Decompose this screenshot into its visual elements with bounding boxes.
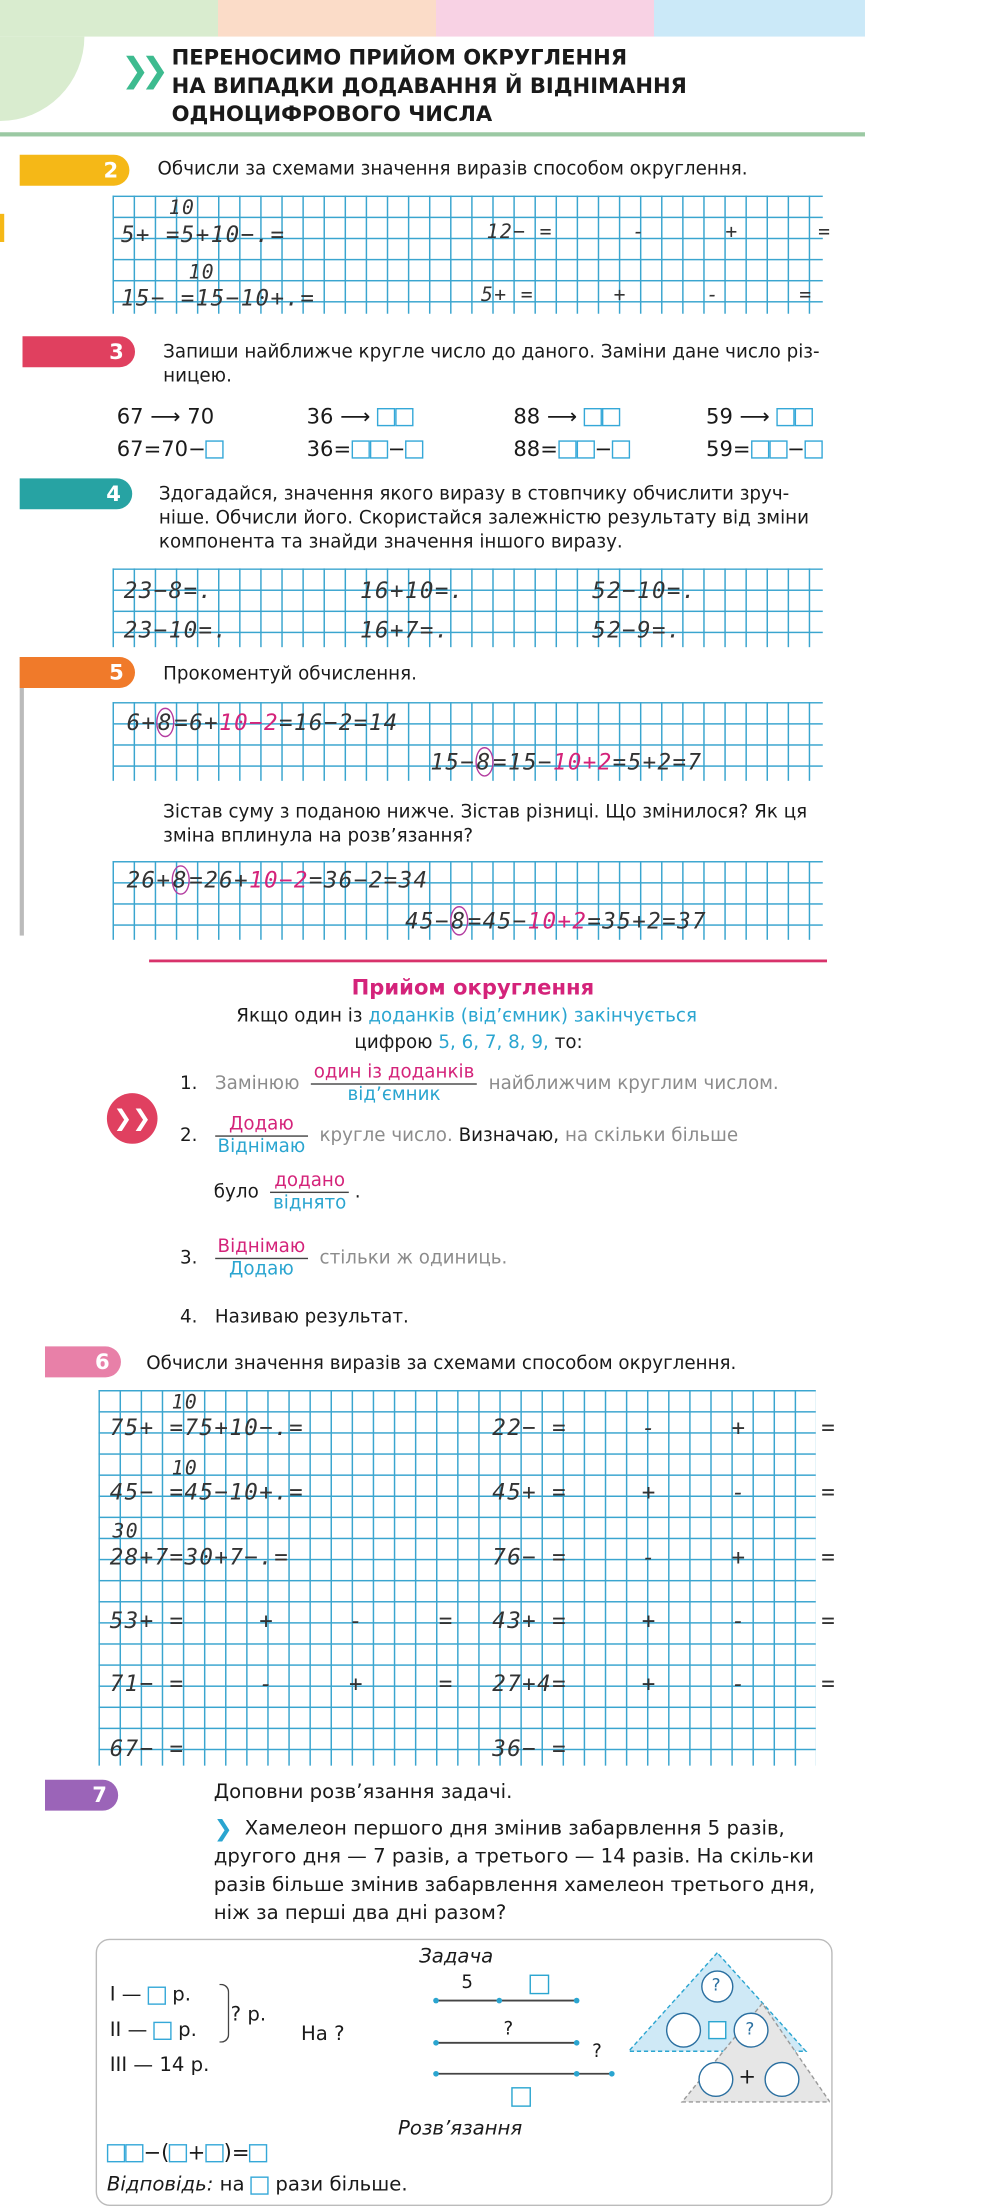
- triangle-diagram: [626, 1950, 830, 2105]
- expr-right: 36− =: [492, 1734, 568, 1762]
- problem-text: Хамелеон першого дня змінив забарвлення 5 разів, другого дня — 7 разів, а третього — 14 разів. На скіль-ки разів більше змінив забарвлення хамелеон третього дня, ніж за перші два дні разом?: [213, 1817, 816, 1925]
- expr: 16+7=.: [360, 616, 450, 643]
- tens-note: 30: [112, 1520, 140, 1544]
- rule-intro: Якщо один із доданків (від’ємник) закінчується: [236, 1005, 697, 1028]
- expr-left: 45− =45−10+.=: [109, 1478, 305, 1506]
- expr-left: 71− = - + =: [109, 1669, 454, 1697]
- rule-chevron-icon: ❯❯: [107, 1093, 158, 1144]
- expr-right: 43+ = + - =: [492, 1606, 837, 1634]
- tens-note: 10: [171, 1457, 199, 1481]
- diff-row: 88= −: [513, 436, 630, 461]
- task-text-6: Обчисли значення виразів за схемами способом округлення.: [146, 1353, 737, 1375]
- tens-note: 10: [188, 261, 215, 285]
- task-text-7: Доповни розв’язання задачі.: [213, 1781, 513, 1804]
- expr-left: 15− =15−10+.=: [120, 284, 316, 311]
- task-number-5: 5: [20, 657, 135, 688]
- diff-row: 36= −: [307, 436, 424, 461]
- expr-right: 22− = - + =: [492, 1413, 837, 1441]
- zadacha-title: Задача: [419, 1945, 494, 1969]
- rule-step-3: 3. $\frac{\text{Віднімаю}}{\text{Додаю}}$ стільки ж одиниць.: [180, 1236, 508, 1281]
- diff-row: 67=70−: [117, 436, 224, 461]
- problem-arrow-icon: ❯: [213, 1814, 233, 1842]
- rozv-title: Розв’язання: [398, 2117, 523, 2140]
- task-number-6: 6: [45, 1346, 121, 1377]
- seg-five: 5: [461, 1972, 473, 1994]
- rule-intro: цифрою 5, 6, 7, 8, 9, то:: [354, 1032, 583, 1054]
- expr: 52−9=.: [592, 616, 682, 643]
- task-number-3: 3: [23, 336, 136, 367]
- round-row: 36 ⟶: [307, 404, 414, 429]
- round-row: 88 ⟶: [513, 404, 620, 429]
- expr-left: 75+ =75+10−.=: [109, 1413, 305, 1441]
- expr-right: 12− = - + =: [486, 220, 832, 244]
- task-5-sidebar: [20, 657, 24, 936]
- task-text-5: Прокоментуй обчислення.: [163, 664, 417, 686]
- tens-note: 10: [168, 196, 196, 220]
- expr-left: 5+ =5+10−.=: [120, 220, 286, 248]
- seg-q2: ?: [592, 2041, 602, 2063]
- expr: 16+10=.: [360, 576, 465, 604]
- seg-q: ?: [503, 2018, 514, 2040]
- rule-step-2: 2. $\frac{\text{Додаю}}{\text{Віднімаю}}$ кругле число. Визначаю, на скільки більше: [180, 1114, 739, 1158]
- task-number-2: 2: [20, 155, 130, 186]
- round-row: 59 ⟶: [706, 404, 813, 429]
- brace: [219, 1984, 229, 2043]
- rule-divider: [149, 959, 827, 962]
- expr-right: 45+ = + - =: [492, 1478, 837, 1506]
- task-text-2: Обчисли за схемами значення виразів способом округлення.: [157, 158, 748, 181]
- header-tab-pink: [436, 0, 654, 39]
- expr-right: 76− = - + =: [492, 1543, 837, 1571]
- short-record: I — р. II — р. III — 14 р.: [109, 1983, 210, 2077]
- expr-left: 67− =: [109, 1734, 185, 1762]
- header-tab-green: [0, 0, 218, 39]
- task-text-5b: Зістав суму з поданою нижче. Зістав різниці. Що змінилося? Як ця зміна вплинула на розв’язання?: [163, 801, 808, 847]
- expr-right: 5+ = + - =: [481, 284, 813, 307]
- rule-step-4: 4. Називаю результат.: [180, 1307, 409, 1329]
- margin-mark: [0, 214, 4, 242]
- tri-q2: ?: [745, 2018, 755, 2039]
- q-label: ? р.: [230, 2003, 267, 2026]
- calc-line: 15−8=15−10+2=5+2=7: [430, 748, 703, 776]
- calc-line: 45−8=45−10+2=35+2=37: [405, 907, 707, 935]
- header-title: ПЕРЕНОСИМО ПРИЙОМ ОКРУГЛЕННЯ НА ВИПАДКИ ДОДАВАННЯ Й ВІДНІМАННЯ ОДНОЦИФРОВОГО ЧИСЛА: [171, 45, 687, 127]
- expr-left: 28+7=30+7−.=: [109, 1543, 290, 1571]
- solution-expr: −( + )=: [107, 2140, 268, 2165]
- expr-left: 53+ = + - =: [109, 1606, 454, 1634]
- round-row: 67 ⟶ 70: [116, 403, 215, 430]
- expr: 52−10=.: [592, 576, 697, 604]
- header-chevron-icon: ❯❯: [120, 50, 161, 91]
- tri-plus: +: [738, 2063, 757, 2090]
- diff-row: 59= −: [706, 436, 823, 461]
- tri-q1: ?: [711, 1975, 721, 1995]
- task-number-7: 7: [45, 1780, 118, 1811]
- answer-line: Відповідь: на рази більше.: [106, 2173, 408, 2197]
- header-tab-blue: [654, 0, 865, 39]
- header-tab-orange: [218, 0, 436, 39]
- grid-task-6: [98, 1390, 815, 1766]
- segment-diagram: [422, 1970, 626, 2111]
- task-text-3: Запиши найближче кругле число до даного. Заміни дане число різ-ницею.: [163, 341, 820, 387]
- na-label: На ?: [300, 2023, 345, 2046]
- tens-note: 10: [171, 1391, 199, 1414]
- rule-step-2b: було $\frac{\text{додано}}{\text{віднято}}$ .: [213, 1170, 361, 1215]
- expr-right: 27+4= + - =: [492, 1669, 837, 1697]
- rule-step-1: 1. Замінюю $\frac{\text{один із доданків}}{\text{від’ємник}}$ найближчим круглим числом.: [180, 1062, 779, 1106]
- rule-title: Прийом округлення: [351, 974, 595, 1001]
- expr: 23−10=.: [123, 616, 229, 643]
- expr: 23−8=.: [123, 576, 214, 604]
- task-number-4: 4: [20, 478, 133, 509]
- calc-line: 6+8=6+10−2=16−2=14: [126, 709, 399, 736]
- calc-line: 26+8=26+10−2=36−2=34: [126, 866, 429, 894]
- task-text-4: Здогадайся, значення якого виразу в стовпчику обчислити зруч-ніше. Обчисли його. Скористайся залежністю результату від зміни компонента та знайди значення іншого виразу.: [158, 483, 810, 553]
